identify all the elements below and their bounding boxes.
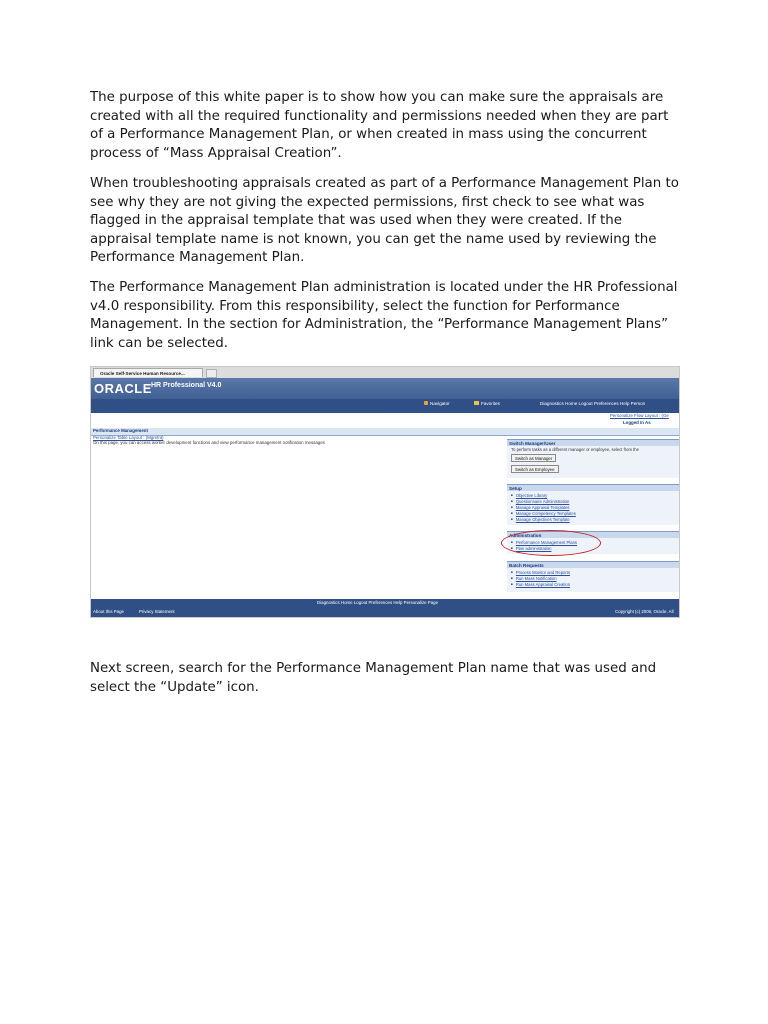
favorites-icon [474,401,479,405]
oracle-logo: ORACLE [94,381,152,396]
administration-section-title: Administration [507,531,679,538]
switch-description: To perform tasks as a different manager or employee, select from the [511,447,639,452]
right-column [507,439,679,595]
objective-library-link[interactable]: ■ Objective Library [511,493,547,498]
footer-links[interactable]: Diagnostics Home Logout Preferences Help Personalize Page [317,600,439,605]
oracle-screenshot [90,366,680,618]
about-page-link[interactable]: About this Page [93,609,125,614]
manage-appraisal-templates-link[interactable]: ■ Manage Appraisal Templates [511,505,570,510]
performance-management-plans-link[interactable]: ■ Performance Management Plans [511,540,577,545]
navigator-menu[interactable]: Navigator [430,401,450,406]
page-description: On this page, you can access worker development functions and view performance management notification messages [93,440,325,445]
footer-bar [91,599,679,617]
plan-administration-link[interactable]: ■ Plan administration [511,546,551,551]
switch-as-employee-button[interactable]: Switch as Employee [511,465,559,473]
new-tab-button[interactable] [206,369,217,378]
switch-section-title: Switch Manager/User [507,439,679,446]
intro-paragraph: The purpose of this white paper is to show how you can make sure the appraisals are created with all the required functionality and permissions needed when they are part of a Performance Management Plan, or when created in mass using the concurrent process of “Mass Appraisal Creation”. [90,90,669,161]
manage-competency-templates-link[interactable]: ■ Manage Competency Templates [511,511,576,516]
process-monitor-link[interactable]: ■ Process Monitor and Reports [511,570,570,575]
batch-section-body [507,568,679,592]
batch-section-title: Batch Requests [507,561,679,568]
personalize-table-link[interactable]: Personalize Table Layout : (Mgrefnt) [93,435,164,440]
highlight-circle [501,530,601,556]
page-title: Performance Management [93,428,148,433]
troubleshooting-paragraph: When troubleshooting appraisals created as part of a Performance Management Plan to see why they are not giving the expected permissions, first check to see what was flagged in the appraisal template that was used when they were created. If the appraisal template name is not known, you can get the name used by reviewing the Performance Management Plan. [90,176,679,266]
product-name: HR Professional V4.0 [151,382,222,389]
logged-in-label: Logged In As [623,420,651,425]
administration-paragraph: The Performance Management Plan administration is located under the HR Professional v4.0 responsibility. From this responsibility, select the function for Performance Management. In the section for Administration, the “Performance Management Plans” link can be selected. [90,280,678,351]
setup-section-body [507,491,679,525]
favorites-menu[interactable]: Favorites [481,401,500,406]
copyright-text: Copyright (c) 2006, Oracle. All [615,609,674,614]
privacy-statement-link[interactable]: Privacy Statement [139,609,175,614]
personalize-flow-link[interactable]: Personalize Flow Layout : (Ge [610,413,669,418]
run-mass-appraisal-creation-link[interactable]: ■ Run Mass Appraisal Creation [511,582,570,587]
navigator-icon [424,401,428,405]
run-mass-notification-link[interactable]: ■ Run Mass Notification [511,576,557,581]
browser-tab[interactable]: Oracle Self-Service Human Resource... [93,368,203,377]
manage-objectives-template-link[interactable]: ■ Manage Objectives Template [511,517,570,522]
setup-section-title: Setup [507,484,679,491]
questionnaire-administration-link[interactable]: ■ Questionnaire Administration [511,499,569,504]
page-header-bar [91,428,679,436]
switch-as-manager-button[interactable]: Switch as Manager [511,454,556,462]
global-links[interactable]: Diagnostics Home Logout Preferences Help Person [540,401,646,406]
next-screen-paragraph: Next screen, search for the Performance Management Plan name that was used and select the “Update” icon. [90,661,657,695]
switch-section-body [507,446,679,478]
